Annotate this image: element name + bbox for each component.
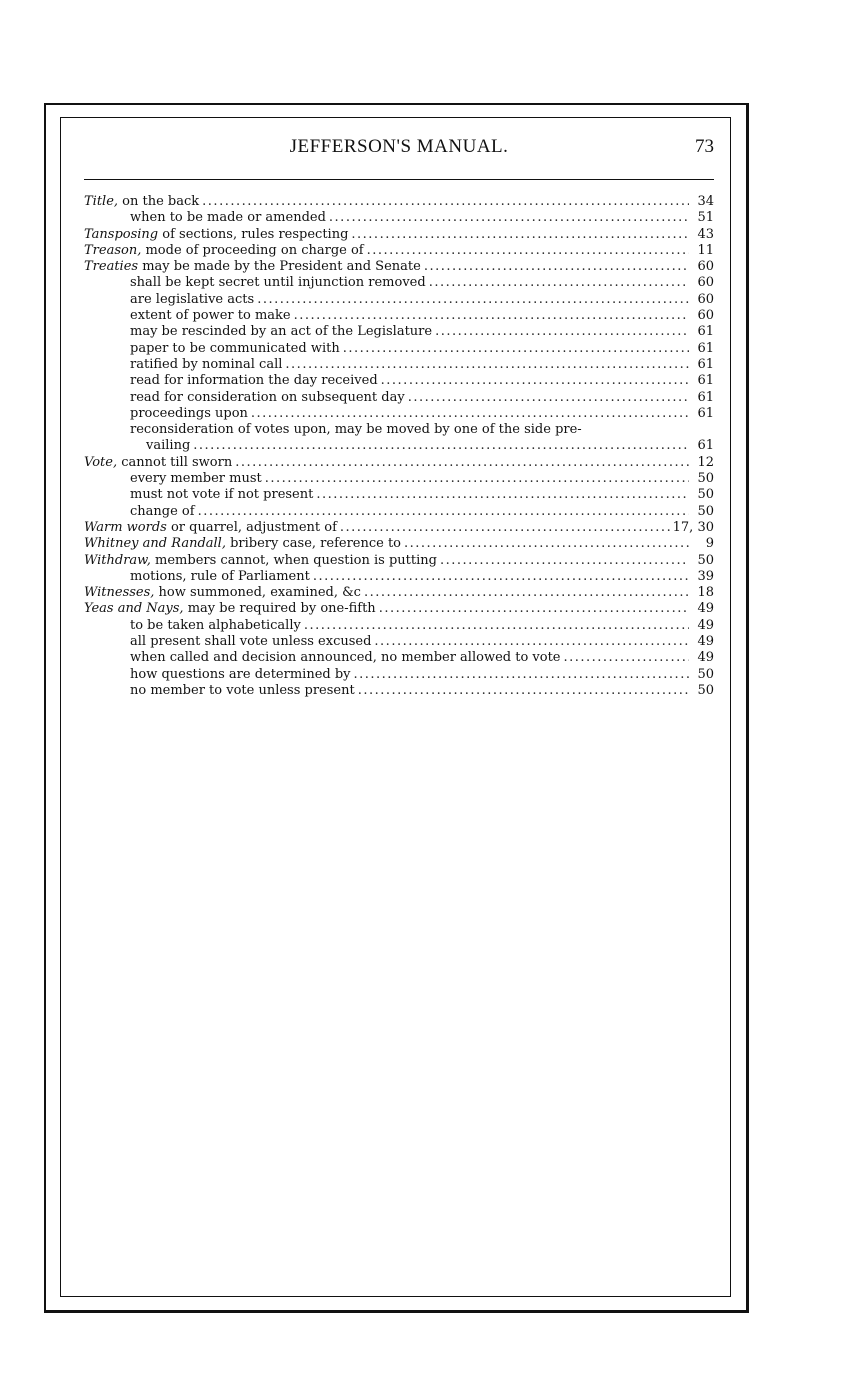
index-page-ref: 61 xyxy=(697,389,714,405)
index-page-ref: 50 xyxy=(697,682,714,698)
index-page-ref: 9 xyxy=(705,536,714,552)
index-entry-text xyxy=(84,634,371,650)
index-keyword: Title, xyxy=(84,194,119,209)
dot-leader xyxy=(351,227,689,243)
page-number: 73 xyxy=(695,136,714,157)
index-page-ref: 49 xyxy=(697,617,714,633)
index-page-ref: 61 xyxy=(697,324,714,340)
index-page-ref: 50 xyxy=(697,471,714,487)
index-page-ref: 50 xyxy=(697,487,714,503)
dot-leader xyxy=(358,683,689,699)
index-entry-text xyxy=(84,324,432,340)
index-entry-text xyxy=(84,601,376,617)
index-keyword: Warm words xyxy=(84,519,167,535)
dot-leader xyxy=(251,406,689,422)
index-page-ref: 60 xyxy=(697,259,714,275)
index-entry xyxy=(84,210,714,226)
index-entry xyxy=(84,259,714,275)
index-description: may be required by one-fifth xyxy=(183,601,376,617)
index-entry-text xyxy=(84,406,248,422)
dot-leader xyxy=(374,634,689,650)
dot-leader xyxy=(343,341,689,357)
index-description: mode of proceeding on charge of xyxy=(141,242,364,258)
index-page-ref: 60 xyxy=(697,308,714,324)
index-description: are legislative acts xyxy=(130,291,255,307)
index-page-ref: 61 xyxy=(697,340,714,356)
index-entry xyxy=(84,553,714,569)
page-title: JEFFERSON'S MANUAL. xyxy=(289,136,509,157)
index-page-ref: 60 xyxy=(697,275,714,291)
index-description: every member must xyxy=(130,471,262,487)
index-page-ref: 11 xyxy=(697,242,714,258)
dot-leader xyxy=(193,438,689,454)
index-entry xyxy=(84,520,714,536)
dot-leader xyxy=(304,618,689,634)
index-entry-text xyxy=(84,683,355,699)
index-entry xyxy=(84,504,714,520)
index-description: on the back xyxy=(118,194,200,209)
index-entry xyxy=(84,683,714,699)
index-entry-text xyxy=(84,553,437,569)
index-description: read for consideration on subsequent day xyxy=(130,389,405,405)
index-entry-text xyxy=(84,618,301,634)
index-keyword: Vote, xyxy=(84,454,118,470)
index-description: reconsideration of votes upon, may be moved by one of the side pre- xyxy=(130,422,582,438)
dot-leader xyxy=(202,194,689,210)
index-entry-text xyxy=(84,438,190,454)
index-entry-text xyxy=(84,194,199,210)
dot-leader xyxy=(381,373,689,389)
index-entry xyxy=(84,601,714,617)
index-entry-text xyxy=(84,585,361,601)
index-entry-text xyxy=(84,536,401,552)
index-page-ref: 49 xyxy=(697,634,714,650)
dot-leader xyxy=(340,520,670,536)
index-entry xyxy=(84,667,714,683)
index-keyword: Witnesses, xyxy=(84,585,155,601)
index-entry xyxy=(84,275,714,291)
index-page-ref: 34 xyxy=(697,194,714,209)
dot-leader xyxy=(379,601,689,617)
dot-leader xyxy=(564,650,690,666)
dot-leader xyxy=(285,357,689,373)
index-entry-text xyxy=(84,373,378,389)
index-description: paper to be communicated with xyxy=(130,340,340,356)
index-entry xyxy=(84,569,714,585)
header-rule xyxy=(84,179,714,180)
index-entry-text xyxy=(84,504,195,520)
index-description: members cannot, when question is putting xyxy=(150,552,437,568)
index-entry-text xyxy=(84,422,582,438)
index-page-ref: 12 xyxy=(697,454,714,470)
index-description: how questions are determined by xyxy=(130,666,351,682)
index-entry-text xyxy=(84,210,326,226)
index-entry-text xyxy=(84,520,337,536)
index-page-ref: 61 xyxy=(697,438,714,454)
index-page-ref: 51 xyxy=(697,210,714,226)
dot-leader xyxy=(313,569,689,585)
index-entry-text xyxy=(84,357,282,373)
index-page-ref: 50 xyxy=(697,666,714,682)
index-page-ref: 18 xyxy=(697,585,714,601)
index-description: shall be kept secret until injunction removed xyxy=(130,275,426,291)
index-keyword: Withdraw, xyxy=(84,552,151,568)
dot-leader xyxy=(198,504,689,520)
index-entry xyxy=(84,438,714,454)
dot-leader xyxy=(265,471,689,487)
dot-leader xyxy=(424,259,689,275)
index-description: must not vote if not present xyxy=(130,487,314,503)
index-description: may be rescinded by an act of the Legislature xyxy=(130,324,433,340)
index-entry xyxy=(84,227,714,243)
index-entry xyxy=(84,341,714,357)
index-page-ref: 43 xyxy=(697,226,714,242)
index-description: when called and decision announced, no member allowed to vote xyxy=(130,650,561,666)
dot-leader xyxy=(364,585,689,601)
index-entry xyxy=(84,634,714,650)
index-page-ref: 39 xyxy=(697,568,714,584)
index-entry-text xyxy=(84,390,405,406)
index-entry xyxy=(84,357,714,373)
index-entry-text xyxy=(84,243,364,259)
dot-leader xyxy=(329,210,689,226)
index-entry xyxy=(84,324,714,340)
index-description: or quarrel, adjustment of xyxy=(166,519,337,535)
index-entry xyxy=(84,487,714,503)
index-page-ref: 61 xyxy=(697,373,714,389)
dot-leader xyxy=(294,308,689,324)
index-entry-text xyxy=(84,275,426,291)
index-entry-text xyxy=(84,471,262,487)
index-description: cannot till sworn xyxy=(117,454,233,470)
index-description: how summoned, examined, &c xyxy=(154,585,361,601)
index-page-ref: 50 xyxy=(697,552,714,568)
index-description: all present shall vote unless excused xyxy=(130,634,372,650)
index-entry-text xyxy=(84,569,310,585)
index-keyword: Treason, xyxy=(84,242,142,258)
index-description: read for information the day received xyxy=(130,373,378,389)
index-entry-text xyxy=(84,308,291,324)
dot-leader xyxy=(440,553,689,569)
index-page-ref: 61 xyxy=(697,405,714,421)
index-description: to be taken alphabetically xyxy=(130,617,301,633)
index-page-ref: 17, 30 xyxy=(672,519,714,535)
index-entry xyxy=(84,471,714,487)
index-entry-text xyxy=(84,259,421,275)
dot-leader xyxy=(367,243,689,259)
index-page-ref: 49 xyxy=(697,650,714,666)
index-entry xyxy=(84,455,714,471)
dot-leader xyxy=(429,275,689,291)
index-description: no member to vote unless present xyxy=(130,682,355,698)
index-entry-text xyxy=(84,650,561,666)
index-entry xyxy=(84,308,714,324)
index-page-ref: 61 xyxy=(697,356,714,372)
dot-leader xyxy=(257,292,689,308)
index-entry-text xyxy=(84,292,254,308)
dot-leader xyxy=(235,455,689,471)
dot-leader xyxy=(316,487,689,503)
running-header xyxy=(84,136,714,166)
index-description: proceedings upon xyxy=(130,405,248,421)
index-page-ref: 60 xyxy=(697,291,714,307)
index-description: change of xyxy=(130,503,195,519)
index-entry-text xyxy=(84,455,232,471)
index-list xyxy=(84,194,714,699)
dot-leader xyxy=(408,390,689,406)
index-entry xyxy=(84,292,714,308)
index-keyword: Tansposing xyxy=(84,226,159,242)
index-description: vailing xyxy=(146,438,191,454)
index-page-ref: 49 xyxy=(697,601,714,617)
index-description: bribery case, reference to xyxy=(225,536,402,552)
index-entry xyxy=(84,422,714,438)
index-description: ratified by nominal call xyxy=(130,356,283,372)
index-keyword: Treaties xyxy=(84,259,139,275)
index-entry-text xyxy=(84,487,313,503)
index-entry xyxy=(84,194,714,210)
index-keyword: Whitney and Randall, xyxy=(84,536,226,552)
index-description: extent of power to make xyxy=(130,308,291,324)
index-description: when to be made or amended xyxy=(130,210,326,226)
index-description: motions, rule of Parliament xyxy=(130,568,310,584)
index-entry xyxy=(84,585,714,601)
dot-leader xyxy=(404,536,689,552)
dot-leader xyxy=(354,667,689,683)
index-entry xyxy=(84,618,714,634)
index-entry-text xyxy=(84,341,340,357)
index-page-ref: 50 xyxy=(697,503,714,519)
dot-leader xyxy=(435,324,689,340)
index-entry xyxy=(84,536,714,552)
index-entry-text xyxy=(84,667,351,683)
index-entry xyxy=(84,406,714,422)
index-description: may be made by the President and Senate xyxy=(138,259,421,275)
index-entry-text xyxy=(84,227,348,243)
index-entry xyxy=(84,390,714,406)
index-description: of sections, rules respecting xyxy=(158,226,349,242)
index-entry xyxy=(84,650,714,666)
index-entry xyxy=(84,373,714,389)
index-entry xyxy=(84,243,714,259)
index-keyword: Yeas and Nays, xyxy=(84,601,184,617)
